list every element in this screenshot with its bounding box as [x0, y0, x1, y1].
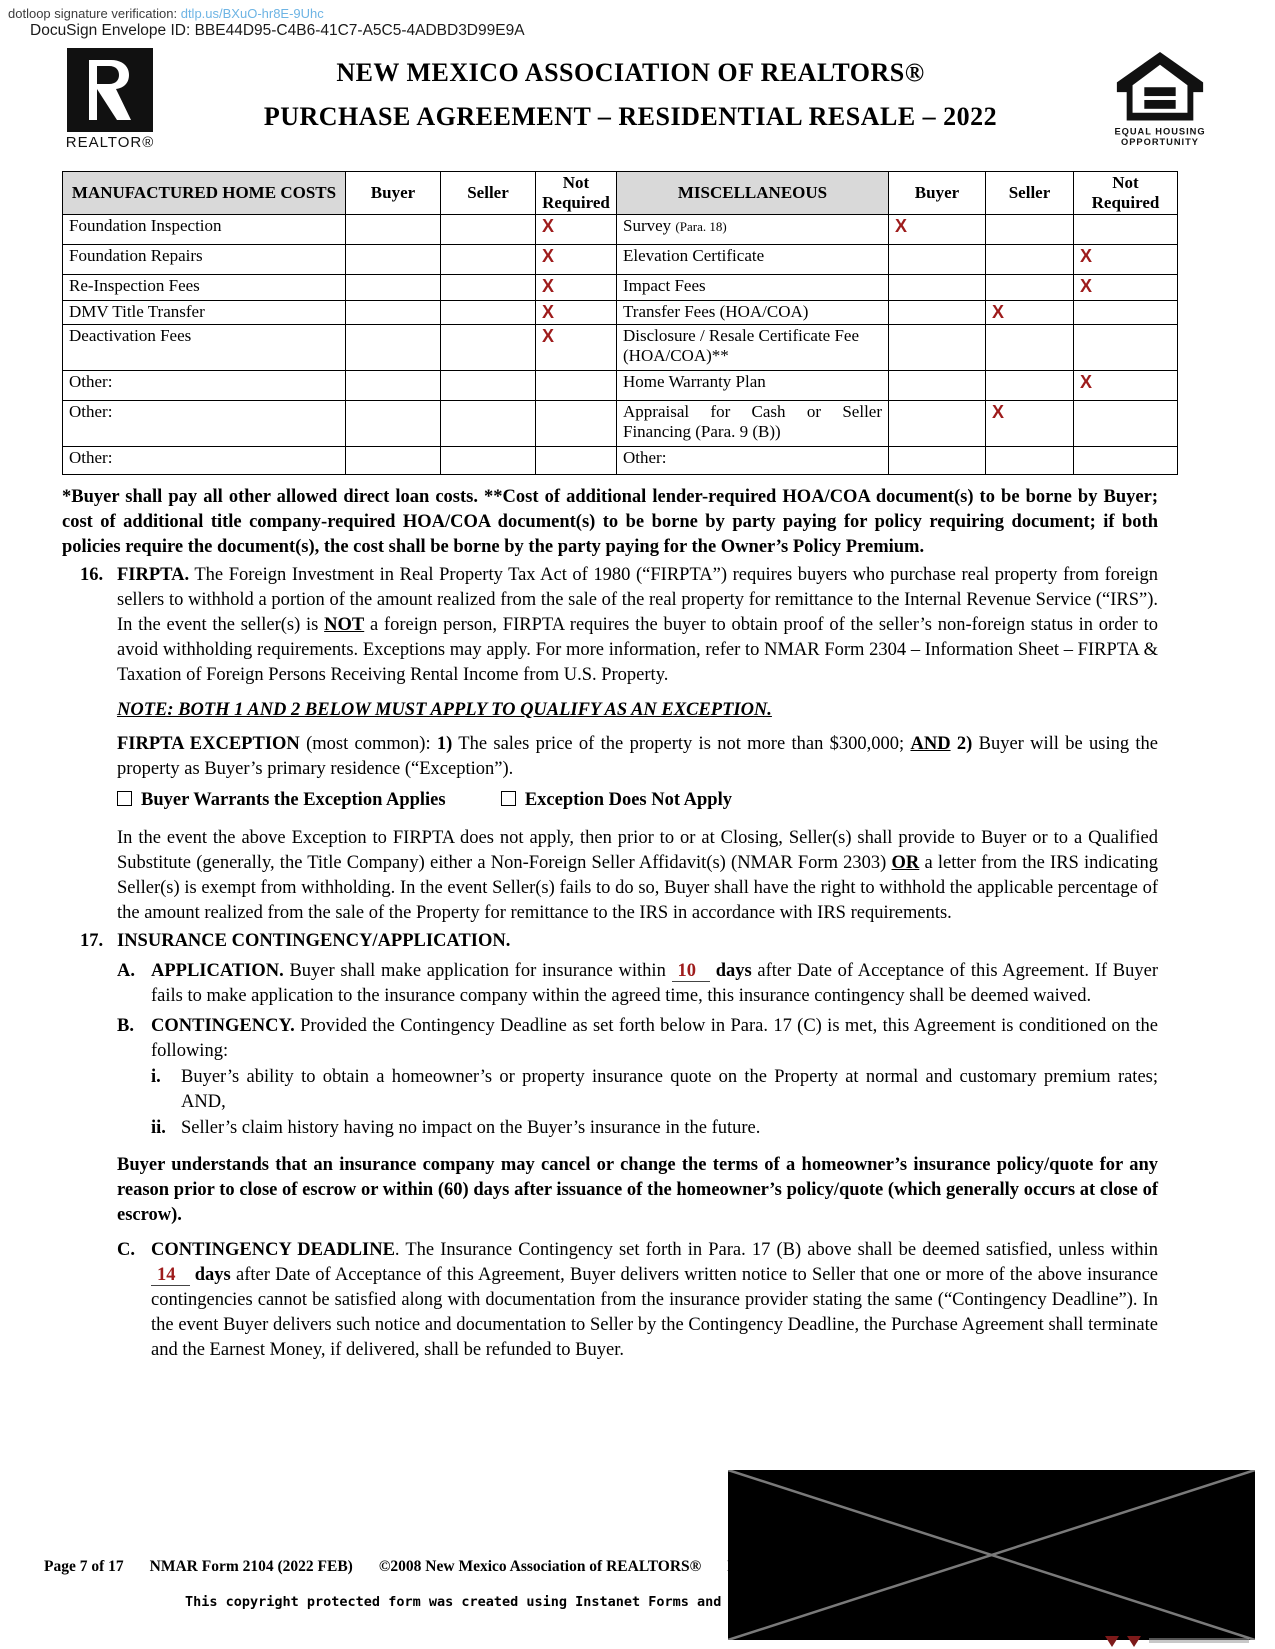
cell-seller[interactable]: [986, 275, 1074, 301]
row-label-other[interactable]: Other:: [63, 401, 346, 447]
cell-seller[interactable]: [441, 325, 536, 371]
dotloop-verification-line: [0, 0, 1275, 21]
cell-not-required[interactable]: X: [536, 245, 617, 275]
cell-seller[interactable]: [986, 325, 1074, 371]
cell-buyer[interactable]: [889, 275, 986, 301]
watermark-fragment: [1105, 1634, 1255, 1649]
firpta-not: NOT: [324, 615, 365, 635]
clause-title: CONTINGENCY DEADLINE: [151, 1240, 395, 1260]
verification-link[interactable]: dtlp.us/BXuO-hr8E-9Uhc: [180, 6, 324, 21]
cell-seller[interactable]: [441, 275, 536, 301]
table-row: [63, 245, 1178, 275]
firpta-or: OR: [891, 853, 920, 873]
table-row: [63, 301, 1178, 325]
cell-buyer[interactable]: [889, 401, 986, 447]
cell-seller[interactable]: [441, 301, 536, 325]
col-seller-left: Seller: [441, 172, 536, 215]
firpta-exception-title: FIRPTA EXCEPTION: [117, 734, 300, 754]
watermark-text-fragment: [1149, 1638, 1249, 1643]
section-16-firpta: [62, 563, 1158, 926]
cell-not-required[interactable]: [1074, 401, 1178, 447]
clause-a-application: A. APPLICATION. Buyer shall make application for insurance within 10 days after Date of Acceptance of this Agreement. If Buyer fails to make application to the insurance company within the agreed time, this insurance contingency shall be deemed waived.: [117, 961, 1158, 1006]
copyright-text: ©2008 New Mexico Association of REALTORS®: [378, 1558, 702, 1575]
exception-does-not-apply-checkbox[interactable]: [501, 791, 516, 806]
cell-buyer[interactable]: [346, 215, 441, 245]
col-buyer-right: Buyer: [889, 172, 986, 215]
realtor-r-icon: [67, 48, 153, 132]
cell-not-required[interactable]: X: [1074, 245, 1178, 275]
cell-buyer[interactable]: [889, 301, 986, 325]
row-label: Disclosure / Resale Certificate Fee (HOA/COA)**: [617, 325, 889, 371]
table-row: [63, 447, 1178, 475]
row-label: Deactivation Fees: [63, 325, 346, 371]
redaction-x-icon: [728, 1470, 1255, 1640]
realtor-logo: [64, 48, 156, 151]
cell-buyer[interactable]: [346, 371, 441, 401]
watermark-triangle-icon: [1127, 1636, 1141, 1647]
cell-buyer[interactable]: [346, 301, 441, 325]
exception-checkbox-row: [117, 788, 1158, 813]
firpta-exception-paragraph: FIRPTA EXCEPTION (most common): 1) The sales price of the property is not more than $300,000; AND 2) Buyer will be using the property as Buyer’s primary residence (“Exception”).: [117, 734, 1158, 779]
equal-housing-logo: [1105, 48, 1215, 153]
row-label: Impact Fees: [617, 275, 889, 301]
cell-not-required[interactable]: [1074, 301, 1178, 325]
cell-buyer[interactable]: [346, 325, 441, 371]
table-row: [63, 325, 1178, 371]
redacted-signature-block: [728, 1470, 1255, 1640]
exception-does-not-apply-label: Exception Does Not Apply: [524, 790, 732, 810]
cell-seller[interactable]: [441, 371, 536, 401]
cell-not-required[interactable]: [536, 371, 617, 401]
row-label-other[interactable]: Other:: [617, 447, 889, 475]
firpta-note: NOTE: BOTH 1 AND 2 BELOW MUST APPLY TO QUALIFY AS AN EXCEPTION.: [117, 700, 772, 720]
form-titles: [156, 48, 1105, 132]
application-days-field[interactable]: 10: [672, 961, 711, 982]
section-title: FIRPTA.: [117, 565, 190, 585]
cell-not-required[interactable]: X: [1074, 371, 1178, 401]
cell-buyer[interactable]: [889, 325, 986, 371]
row-label: Survey (Para. 18): [617, 215, 889, 245]
association-title: NEW MEXICO ASSOCIATION OF REALTORS®: [336, 58, 925, 87]
section-number: 16.: [80, 565, 104, 585]
table-row: [63, 215, 1178, 245]
cell-seller[interactable]: [441, 245, 536, 275]
cell-seller[interactable]: [441, 215, 536, 245]
clause-b-item-i: i. Buyer’s ability to obtain a homeowner’s or property insurance quote on the Property at normal and customary premium rates; AND,: [151, 1067, 1158, 1112]
row-label: Transfer Fees (HOA/COA): [617, 301, 889, 325]
col-buyer-left: Buyer: [346, 172, 441, 215]
clause-title: CONTINGENCY.: [151, 1016, 295, 1036]
firpta-text: The Foreign Investment in Real Property Tax Act of 1980 (“FIRPTA”) requires buyers who purchase real property from foreign sellers to withhold a portion of the amount realized from the sale of the real property for remittance to the Internal Revenue Service (“IRS”). In the event the seller(s) is: [117, 565, 1158, 635]
cell-not-required[interactable]: X: [536, 275, 617, 301]
cell-seller[interactable]: [986, 371, 1074, 401]
cell-buyer[interactable]: X: [889, 215, 986, 245]
table-row: [63, 275, 1178, 301]
form-title: PURCHASE AGREEMENT – RESIDENTIAL RESALE – 2022: [263, 102, 998, 131]
col-not-required-right: Not Required: [1074, 172, 1178, 215]
cell-seller[interactable]: X: [986, 401, 1074, 447]
section-17-insurance: [62, 929, 1158, 1363]
deadline-days-field[interactable]: 14: [151, 1265, 190, 1286]
clause-b-contingency: B. CONTINGENCY. Provided the Contingency Deadline as set forth below in Para. 17 (C) is met, this Agreement is conditioned on the following: i. Buyer’s ability to obtain a homeowner’s or property insurance quote on the Property at normal and customary premium rates; AND, ii. Seller’s claim history having no impact on the Buyer’s insurance in the future.: [117, 1014, 1158, 1141]
cell-seller[interactable]: [441, 401, 536, 447]
costs-table: [62, 171, 1178, 475]
svg-text:OPPORTUNITY: OPPORTUNITY: [1121, 137, 1199, 148]
cell-not-required[interactable]: [1074, 447, 1178, 475]
cell-buyer[interactable]: [889, 371, 986, 401]
cell-buyer[interactable]: [346, 401, 441, 447]
form-number: NMAR Form 2104 (2022 FEB): [149, 1558, 353, 1575]
row-label: Re-Inspection Fees: [63, 275, 346, 301]
cell-not-required[interactable]: X: [536, 215, 617, 245]
svg-text:EQUAL HOUSING: EQUAL HOUSING: [1114, 126, 1206, 137]
cell-not-required[interactable]: X: [536, 301, 617, 325]
cell-not-required[interactable]: [536, 401, 617, 447]
firpta-text-2: a foreign person, FIRPTA requires the buyer to obtain proof of the seller’s non-foreign status in order to avoid withholding requirements. Exceptions may apply. For more information, refer to NMAR Form 2304 – Information Sheet – FIRPTA & Taxation of Foreign Persons Receiving Rental Income from U.S. Property.: [117, 615, 1158, 685]
cell-buyer[interactable]: [889, 245, 986, 275]
row-label: Foundation Inspection: [63, 215, 346, 245]
clause-c-contingency-deadline: C. CONTINGENCY DEADLINE. The Insurance Contingency set forth in Para. 17 (B) above shall be deemed satisfied, unless within 14 days after Date of Acceptance of this Agreement, Buyer delivers written notice to Seller that one or more of the above insurance contingencies cannot be satisfied along with documentation from the insurance provider stating the same (“Contingency Deadline”). In the event Buyer delivers such notice and documentation to Seller by the Contingency Deadline, the Purchase Agreement shall terminate and the Earnest Money, if delivered, shall be refunded to Buyer.: [117, 1240, 1158, 1360]
cell-seller[interactable]: [986, 215, 1074, 245]
row-label-other[interactable]: Other:: [63, 447, 346, 475]
body-text: [62, 485, 1158, 1363]
row-label: Elevation Certificate: [617, 245, 889, 275]
row-label: Appraisal for Cash or Seller Financing (Para. 9 (B)): [617, 401, 889, 447]
section-title: INSURANCE CONTINGENCY/APPLICATION.: [117, 931, 511, 951]
clause-b-item-ii: ii. Seller’s claim history having no impact on the Buyer’s insurance in the future.: [151, 1118, 761, 1138]
cell-seller[interactable]: [441, 447, 536, 475]
equal-housing-house-icon: [1110, 50, 1210, 148]
table-header-row: [63, 172, 1178, 215]
cell-not-required[interactable]: [536, 447, 617, 475]
document-header: [64, 48, 1215, 153]
docusign-envelope-id: DocuSign Envelope ID: BBE44D95-C4B6-41C7-A5C5-4ADBD3D99E9A: [30, 22, 525, 39]
row-label-other[interactable]: Other:: [63, 371, 346, 401]
row-label: Home Warranty Plan: [617, 371, 889, 401]
section-number: 17.: [80, 931, 104, 951]
buyer-warrants-exception-checkbox[interactable]: [117, 791, 132, 806]
realtor-wordmark: REALTOR®: [65, 134, 155, 151]
clause-title: APPLICATION.: [151, 961, 284, 981]
col-manufactured-home-costs: MANUFACTURED HOME COSTS: [63, 172, 346, 215]
firpta-closing-paragraph: In the event the above Exception to FIRPTA does not apply, then prior to or at Closing, Seller(s) shall provide to Buyer or to a Qualified Substitute (generally, the Title Company) either a Non-Foreign Seller Affidavit(s) (NMAR Form 2303) OR a letter from the IRS indicating Seller(s) is exempt from withholding. In the event Seller(s) fails to do so, Buyer shall have the right to withhold the applicable percentage of the amount realized from the sale of the Property for remittance to the IRS in accordance with IRS requirements.: [117, 828, 1159, 923]
col-seller-right: Seller: [986, 172, 1074, 215]
verification-label: dotloop signature verification:: [8, 6, 181, 21]
cell-not-required[interactable]: [1074, 215, 1178, 245]
cell-not-required[interactable]: X: [1074, 275, 1178, 301]
cell-buyer[interactable]: [346, 275, 441, 301]
insurance-warning-paragraph: Buyer understands that an insurance company may cancel or change the terms of a homeowner’s insurance policy/quote for any reason prior to close of escrow or within (60) days after issuance of the homeowner’s policy/quote (which generally occurs at close of escrow).: [117, 1155, 1158, 1225]
table-row: [63, 401, 1178, 447]
row-label: DMV Title Transfer: [63, 301, 346, 325]
cell-not-required[interactable]: X: [536, 325, 617, 371]
page-footer: [44, 1558, 764, 1576]
col-miscellaneous: MISCELLANEOUS: [617, 172, 889, 215]
page-indicator: Page 7 of 17: [44, 1558, 124, 1575]
cell-buyer[interactable]: [346, 245, 441, 275]
cell-buyer[interactable]: [346, 447, 441, 475]
cell-seller[interactable]: [986, 447, 1074, 475]
instanet-footer-line: This copyright protected form was created using Instanet Forms and: [185, 1594, 722, 1610]
cell-not-required[interactable]: [1074, 325, 1178, 371]
table-footnote: *Buyer shall pay all other allowed direct loan costs. **Cost of additional lender-required HOA/COA document(s) to be borne by Buyer; cost of additional title company-required HOA/COA document(s) to be borne by party paying for policy requiring document; if both policies require the document(s), the cost shall be borne by the party paying for the Owner’s Policy Premium.: [62, 487, 1158, 557]
row-label: Foundation Repairs: [63, 245, 346, 275]
cell-buyer[interactable]: [889, 447, 986, 475]
buyer-warrants-exception-label: Buyer Warrants the Exception Applies: [141, 790, 446, 810]
cell-seller[interactable]: [986, 245, 1074, 275]
col-not-required-left: Not Required: [536, 172, 617, 215]
cell-seller[interactable]: X: [986, 301, 1074, 325]
watermark-triangle-icon: [1105, 1636, 1119, 1647]
table-row: [63, 371, 1178, 401]
